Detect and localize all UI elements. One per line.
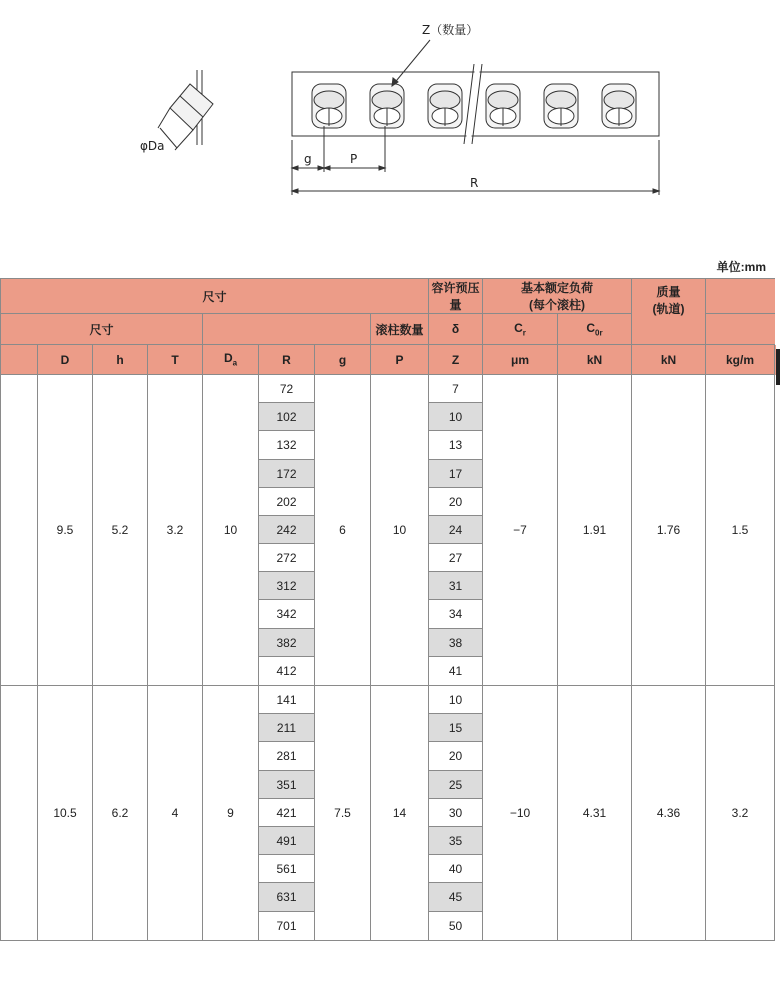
- roller-pocket: [370, 84, 404, 128]
- header-Z: Z: [429, 345, 483, 375]
- page-edge-marker: [776, 349, 780, 385]
- table-row-group-2: [1, 686, 776, 941]
- header-cr-unit: kN: [558, 345, 632, 375]
- header-rated-load: [483, 279, 632, 314]
- cell-g: 6: [315, 375, 371, 686]
- r-value: 412: [276, 663, 297, 678]
- r-value: 312: [259, 572, 314, 600]
- roller-pocket: [428, 84, 462, 128]
- mass-sub: (轨道): [652, 302, 685, 316]
- z-value: 25: [429, 771, 482, 799]
- r-value: 342: [259, 600, 314, 628]
- cell-D: 10.5: [38, 686, 93, 941]
- cell-T: 3.2: [148, 375, 203, 686]
- header-P: P: [371, 345, 429, 375]
- cell-delta: −7: [483, 375, 558, 686]
- cell-mass: 1.5: [706, 375, 775, 686]
- z-value: 50: [448, 918, 463, 933]
- z-value: 20: [429, 742, 482, 770]
- r-value: 202: [259, 488, 314, 516]
- r-value: 701: [276, 918, 297, 933]
- cell-P: 10: [371, 375, 429, 686]
- rated-load-title: 基本额定负荷: [520, 281, 593, 295]
- cell-R-list: [259, 375, 315, 686]
- header-allowable-preload: 容许预压量: [429, 279, 483, 314]
- roller-pocket: [602, 84, 636, 128]
- header-mass-unit: kg/m: [706, 345, 775, 375]
- z-value: 27: [429, 544, 482, 572]
- r-value: 132: [259, 431, 314, 459]
- header-delta: δ: [429, 314, 483, 345]
- header-Da: $D_a$: [203, 345, 259, 375]
- r-label: R: [470, 176, 479, 190]
- r-value: 561: [259, 855, 314, 883]
- header-T: T: [148, 345, 203, 375]
- z-value: 35: [429, 827, 482, 855]
- z-value: 40: [429, 855, 482, 883]
- header-g: g: [315, 345, 371, 375]
- z-value: 10: [429, 403, 482, 431]
- z-value: 30: [429, 799, 482, 827]
- r-value: 242: [259, 516, 314, 544]
- z-value: 20: [429, 488, 482, 516]
- r-value: 281: [259, 742, 314, 770]
- r-value: 491: [259, 827, 314, 855]
- cell-Da: 10: [203, 375, 259, 686]
- header-c0r: $C_{0r}$: [558, 314, 632, 345]
- z-value: 10: [429, 686, 482, 714]
- header-dimensions-sub: 尺寸: [1, 314, 203, 345]
- z-value: 15: [429, 714, 482, 742]
- r-value: 141: [259, 686, 314, 714]
- z-count-label: Z（数量）: [422, 23, 479, 37]
- roller-pocket: [312, 84, 346, 128]
- mass-title: 质量: [656, 285, 681, 299]
- diameter-label: φDa: [140, 139, 165, 153]
- header-D: D: [38, 345, 93, 375]
- cell-h: 5.2: [93, 375, 148, 686]
- roller-side-view: [158, 70, 213, 150]
- cell-mass: 3.2: [706, 686, 775, 941]
- r-value: 172: [259, 460, 314, 488]
- header-mass: [632, 279, 706, 345]
- z-value: 45: [429, 883, 482, 911]
- header-dimensions: 尺寸: [1, 279, 429, 314]
- header-row-1: [1, 279, 776, 314]
- cell-D: 9.5: [38, 375, 93, 686]
- r-value: 272: [259, 544, 314, 572]
- z-value: 17: [429, 460, 482, 488]
- unit-label: 单位:mm: [716, 260, 766, 274]
- header-c0r-unit: kN: [632, 345, 706, 375]
- table-row-group-1: [1, 375, 776, 686]
- cell-T: 4: [148, 686, 203, 941]
- header-row-3: [1, 345, 776, 375]
- header-h: h: [93, 345, 148, 375]
- r-value: 211: [259, 714, 314, 742]
- z-value: 41: [448, 663, 463, 678]
- roller-pocket: [486, 84, 520, 128]
- cell-delta: −10: [483, 686, 558, 941]
- roller-cage-diagram: [0, 0, 780, 210]
- header-R: R: [259, 345, 315, 375]
- cell-cr: 4.31: [558, 686, 632, 941]
- cell-Z-list: [429, 375, 483, 686]
- cell-c0r: 1.76: [632, 375, 706, 686]
- r-value: 351: [259, 771, 314, 799]
- header-cr: $C_r$: [483, 314, 558, 345]
- cell-c0r: 4.36: [632, 686, 706, 941]
- z-value: 34: [429, 600, 482, 628]
- cell-Da: 9: [203, 686, 259, 941]
- cell-P: 14: [371, 686, 429, 941]
- z-value: 13: [429, 431, 482, 459]
- z-value: 38: [429, 629, 482, 657]
- spec-table: [0, 278, 775, 941]
- cell-cr: 1.91: [558, 375, 632, 686]
- header-roller-count: 滚柱数量: [371, 314, 429, 345]
- rated-load-sub: (每个滚柱): [529, 298, 585, 312]
- z-value: 24: [429, 516, 482, 544]
- cell-R-list: [259, 686, 315, 941]
- r-value: 72: [259, 375, 314, 403]
- r-value: 631: [259, 883, 314, 911]
- r-value: 382: [259, 629, 314, 657]
- cell-g: 7.5: [315, 686, 371, 941]
- p-label: P: [350, 152, 358, 166]
- g-label: g: [304, 152, 312, 166]
- z-value: 7: [429, 375, 482, 403]
- z-value: 31: [429, 572, 482, 600]
- cell-Z-list: [429, 686, 483, 941]
- r-value: 102: [259, 403, 314, 431]
- roller-pocket: [544, 84, 578, 128]
- header-delta-unit: μm: [483, 345, 558, 375]
- cell-h: 6.2: [93, 686, 148, 941]
- r-value: 421: [259, 799, 314, 827]
